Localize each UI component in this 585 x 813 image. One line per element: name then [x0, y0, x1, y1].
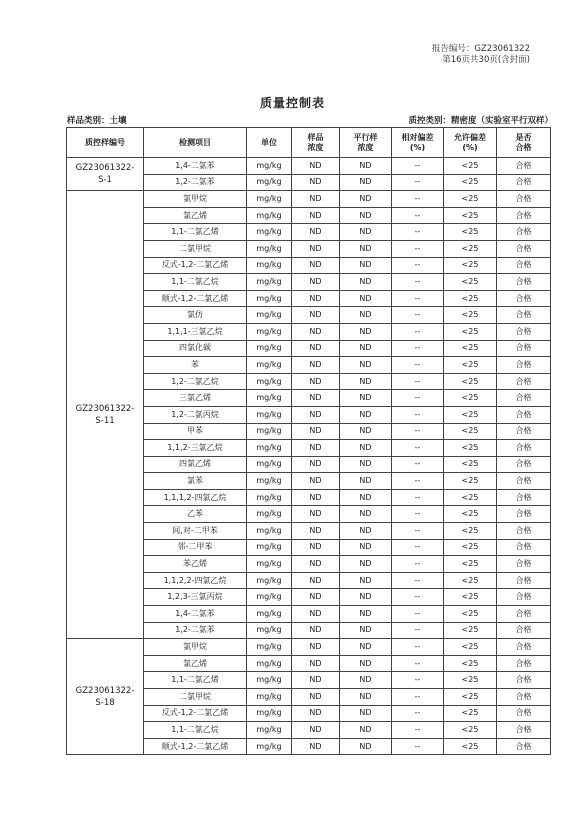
allowed-dev-cell: <25	[444, 738, 497, 755]
relative-dev-cell: --	[392, 290, 444, 307]
allowed-dev-cell: <25	[444, 572, 497, 589]
relative-dev-cell: --	[392, 406, 444, 423]
parallel-conc-cell: ND	[340, 373, 392, 390]
relative-dev-cell: --	[392, 224, 444, 241]
analyte-cell: 反式-1,2-二氯乙烯	[144, 257, 247, 274]
allowed-dev-cell: <25	[444, 290, 497, 307]
sample-conc-cell: ND	[292, 589, 340, 606]
unit-cell: mg/kg	[247, 158, 292, 175]
analyte-cell: 氯甲烷	[144, 639, 247, 656]
pass-cell: 合格	[497, 290, 551, 307]
unit-cell: mg/kg	[247, 224, 292, 241]
analyte-cell: 间,对-二甲苯	[144, 523, 247, 540]
pass-cell: 合格	[497, 473, 551, 490]
allowed-dev-cell: <25	[444, 705, 497, 722]
relative-dev-cell: --	[392, 539, 444, 556]
parallel-conc-cell: ND	[340, 672, 392, 689]
unit-cell: mg/kg	[247, 373, 292, 390]
analyte-cell: 1,1,1-三氯乙烷	[144, 323, 247, 340]
page-title: 质量控制表	[259, 96, 325, 110]
parallel-conc-cell: ND	[340, 406, 392, 423]
table-row	[67, 639, 551, 656]
analyte-cell: 1,4-二氯苯	[144, 158, 247, 175]
unit-cell: mg/kg	[247, 323, 292, 340]
analyte-cell: 反式-1,2-二氯乙烯	[144, 705, 247, 722]
pass-cell: 合格	[497, 390, 551, 407]
analyte-cell: 顺式-1,2-二氯乙烯	[144, 738, 247, 755]
sample-conc-cell: ND	[292, 323, 340, 340]
unit-cell: mg/kg	[247, 572, 292, 589]
parallel-conc-cell: ND	[340, 257, 392, 274]
relative-dev-cell: --	[392, 473, 444, 490]
relative-dev-cell: --	[392, 572, 444, 589]
relative-dev-cell: --	[392, 191, 444, 208]
sample-conc-cell: ND	[292, 705, 340, 722]
parallel-conc-cell: ND	[340, 240, 392, 257]
unit-cell: mg/kg	[247, 340, 292, 357]
sample-conc-cell: ND	[292, 539, 340, 556]
column-header: 检测项目	[144, 128, 247, 158]
sample-conc-cell: ND	[292, 257, 340, 274]
sample-conc-cell: ND	[292, 373, 340, 390]
column-header: 单位	[247, 128, 292, 158]
parallel-conc-cell: ND	[340, 689, 392, 706]
sample-type: 样品类别：土壤	[67, 116, 127, 126]
unit-cell: mg/kg	[247, 257, 292, 274]
allowed-dev-cell: <25	[444, 158, 497, 175]
parallel-conc-cell: ND	[340, 705, 392, 722]
unit-cell: mg/kg	[247, 290, 292, 307]
allowed-dev-cell: <25	[444, 323, 497, 340]
sample-conc-cell: ND	[292, 340, 340, 357]
relative-dev-cell: --	[392, 689, 444, 706]
pass-cell: 合格	[497, 224, 551, 241]
sample-conc-cell: ND	[292, 390, 340, 407]
column-header: 允许偏差 (%)	[444, 128, 497, 158]
unit-cell: mg/kg	[247, 606, 292, 623]
sample-conc-cell: ND	[292, 191, 340, 208]
sample-conc-cell: ND	[292, 224, 340, 241]
parallel-conc-cell: ND	[340, 307, 392, 324]
allowed-dev-cell: <25	[444, 191, 497, 208]
unit-cell: mg/kg	[247, 489, 292, 506]
relative-dev-cell: --	[392, 390, 444, 407]
allowed-dev-cell: <25	[444, 274, 497, 291]
unit-cell: mg/kg	[247, 705, 292, 722]
allowed-dev-cell: <25	[444, 340, 497, 357]
analyte-cell: 1,2,3-三氯丙烷	[144, 589, 247, 606]
column-header: 是否 合格	[497, 128, 551, 158]
unit-cell: mg/kg	[247, 672, 292, 689]
analyte-cell: 顺式-1,2-二氯乙烯	[144, 290, 247, 307]
sample-conc-cell: ND	[292, 274, 340, 291]
pass-cell: 合格	[497, 440, 551, 457]
unit-cell: mg/kg	[247, 191, 292, 208]
relative-dev-cell: --	[392, 655, 444, 672]
parallel-conc-cell: ND	[340, 456, 392, 473]
parallel-conc-cell: ND	[340, 722, 392, 739]
unit-cell: mg/kg	[247, 639, 292, 656]
sample-conc-cell: ND	[292, 639, 340, 656]
relative-dev-cell: --	[392, 440, 444, 457]
pass-cell: 合格	[497, 423, 551, 440]
analyte-cell: 氯乙烯	[144, 207, 247, 224]
qc-type: 质控类别：精密度（实验室平行双样）	[408, 116, 553, 126]
allowed-dev-cell: <25	[444, 456, 497, 473]
analyte-cell: 乙苯	[144, 506, 247, 523]
column-header: 样品 浓度	[292, 128, 340, 158]
sample-conc-cell: ND	[292, 489, 340, 506]
allowed-dev-cell: <25	[444, 373, 497, 390]
sample-conc-cell: ND	[292, 440, 340, 457]
unit-cell: mg/kg	[247, 506, 292, 523]
unit-cell: mg/kg	[247, 406, 292, 423]
pass-cell: 合格	[497, 622, 551, 639]
unit-cell: mg/kg	[247, 523, 292, 540]
analyte-cell: 氯乙烯	[144, 655, 247, 672]
unit-cell: mg/kg	[247, 539, 292, 556]
relative-dev-cell: --	[392, 207, 444, 224]
analyte-cell: 1,2-二氯苯	[144, 174, 247, 191]
sample-conc-cell: ND	[292, 572, 340, 589]
unit-cell: mg/kg	[247, 440, 292, 457]
allowed-dev-cell: <25	[444, 423, 497, 440]
sample-conc-cell: ND	[292, 307, 340, 324]
sample-conc-cell: ND	[292, 622, 340, 639]
parallel-conc-cell: ND	[340, 556, 392, 573]
parallel-conc-cell: ND	[340, 539, 392, 556]
unit-cell: mg/kg	[247, 423, 292, 440]
sample-conc-cell: ND	[292, 240, 340, 257]
relative-dev-cell: --	[392, 722, 444, 739]
analyte-cell: 邻-二甲苯	[144, 539, 247, 556]
allowed-dev-cell: <25	[444, 639, 497, 656]
analyte-cell: 1,1-二氯乙烯	[144, 672, 247, 689]
sample-conc-cell: ND	[292, 689, 340, 706]
unit-cell: mg/kg	[247, 456, 292, 473]
allowed-dev-cell: <25	[444, 390, 497, 407]
analyte-cell: 1,4-二氯苯	[144, 606, 247, 623]
relative-dev-cell: --	[392, 606, 444, 623]
parallel-conc-cell: ND	[340, 606, 392, 623]
analyte-cell: 三氯乙烯	[144, 390, 247, 407]
allowed-dev-cell: <25	[444, 672, 497, 689]
allowed-dev-cell: <25	[444, 174, 497, 191]
analyte-cell: 1,1-二氯乙烯	[144, 224, 247, 241]
allowed-dev-cell: <25	[444, 257, 497, 274]
analyte-cell: 四氯化碳	[144, 340, 247, 357]
allowed-dev-cell: <25	[444, 689, 497, 706]
parallel-conc-cell: ND	[340, 174, 392, 191]
analyte-cell: 苯	[144, 357, 247, 374]
table-header-row	[67, 128, 551, 158]
pass-cell: 合格	[497, 705, 551, 722]
sample-conc-cell: ND	[292, 456, 340, 473]
sample-conc-cell: ND	[292, 738, 340, 755]
analyte-cell: 苯乙烯	[144, 556, 247, 573]
relative-dev-cell: --	[392, 257, 444, 274]
parallel-conc-cell: ND	[340, 738, 392, 755]
table-body	[67, 158, 551, 755]
allowed-dev-cell: <25	[444, 440, 497, 457]
analyte-cell: 氯仿	[144, 307, 247, 324]
relative-dev-cell: --	[392, 672, 444, 689]
pass-cell: 合格	[497, 572, 551, 589]
pass-cell: 合格	[497, 207, 551, 224]
allowed-dev-cell: <25	[444, 589, 497, 606]
unit-cell: mg/kg	[247, 556, 292, 573]
unit-cell: mg/kg	[247, 589, 292, 606]
sample-conc-cell: ND	[292, 556, 340, 573]
unit-cell: mg/kg	[247, 738, 292, 755]
analyte-cell: 1,1,1,2-四氯乙烷	[144, 489, 247, 506]
parallel-conc-cell: ND	[340, 622, 392, 639]
parallel-conc-cell: ND	[340, 572, 392, 589]
pass-cell: 合格	[497, 722, 551, 739]
analyte-cell: 四氯乙烯	[144, 456, 247, 473]
analyte-cell: 1,2-二氯乙烷	[144, 373, 247, 390]
unit-cell: mg/kg	[247, 274, 292, 291]
unit-cell: mg/kg	[247, 689, 292, 706]
pass-cell: 合格	[497, 323, 551, 340]
parallel-conc-cell: ND	[340, 207, 392, 224]
analyte-cell: 1,2-二氯丙烷	[144, 406, 247, 423]
pass-cell: 合格	[497, 556, 551, 573]
pass-cell: 合格	[497, 373, 551, 390]
sample-conc-cell: ND	[292, 406, 340, 423]
allowed-dev-cell: <25	[444, 556, 497, 573]
pass-cell: 合格	[497, 689, 551, 706]
allowed-dev-cell: <25	[444, 207, 497, 224]
analyte-cell: 1,1-二氯乙烷	[144, 722, 247, 739]
parallel-conc-cell: ND	[340, 224, 392, 241]
unit-cell: mg/kg	[247, 473, 292, 490]
allowed-dev-cell: <25	[444, 523, 497, 540]
allowed-dev-cell: <25	[444, 489, 497, 506]
pass-cell: 合格	[497, 158, 551, 175]
parallel-conc-cell: ND	[340, 290, 392, 307]
analyte-cell: 氯苯	[144, 473, 247, 490]
pass-cell: 合格	[497, 406, 551, 423]
sample-conc-cell: ND	[292, 523, 340, 540]
pass-cell: 合格	[497, 489, 551, 506]
allowed-dev-cell: <25	[444, 506, 497, 523]
sample-conc-cell: ND	[292, 357, 340, 374]
sample-conc-cell: ND	[292, 473, 340, 490]
pass-cell: 合格	[497, 191, 551, 208]
unit-cell: mg/kg	[247, 655, 292, 672]
qc-sample-id: GZ23061322- S-1	[67, 158, 144, 191]
pass-cell: 合格	[497, 539, 551, 556]
table-row	[67, 191, 551, 208]
pass-cell: 合格	[497, 506, 551, 523]
column-header: 质控样编号	[67, 128, 144, 158]
allowed-dev-cell: <25	[444, 307, 497, 324]
relative-dev-cell: --	[392, 373, 444, 390]
unit-cell: mg/kg	[247, 174, 292, 191]
unit-cell: mg/kg	[247, 390, 292, 407]
relative-dev-cell: --	[392, 158, 444, 175]
parallel-conc-cell: ND	[340, 639, 392, 656]
relative-dev-cell: --	[392, 489, 444, 506]
relative-dev-cell: --	[392, 307, 444, 324]
relative-dev-cell: --	[392, 639, 444, 656]
sample-conc-cell: ND	[292, 423, 340, 440]
sample-conc-cell: ND	[292, 655, 340, 672]
allowed-dev-cell: <25	[444, 539, 497, 556]
pass-cell: 合格	[497, 655, 551, 672]
allowed-dev-cell: <25	[444, 406, 497, 423]
sample-conc-cell: ND	[292, 606, 340, 623]
relative-dev-cell: --	[392, 340, 444, 357]
relative-dev-cell: --	[392, 274, 444, 291]
unit-cell: mg/kg	[247, 240, 292, 257]
analyte-cell: 二氯甲烷	[144, 689, 247, 706]
allowed-dev-cell: <25	[444, 473, 497, 490]
relative-dev-cell: --	[392, 240, 444, 257]
pass-cell: 合格	[497, 672, 551, 689]
parallel-conc-cell: ND	[340, 440, 392, 457]
allowed-dev-cell: <25	[444, 622, 497, 639]
parallel-conc-cell: ND	[340, 191, 392, 208]
pass-cell: 合格	[497, 307, 551, 324]
parallel-conc-cell: ND	[340, 523, 392, 540]
column-header: 平行样 浓度	[340, 128, 392, 158]
pass-cell: 合格	[497, 340, 551, 357]
relative-dev-cell: --	[392, 622, 444, 639]
pass-cell: 合格	[497, 738, 551, 755]
sample-conc-cell: ND	[292, 722, 340, 739]
unit-cell: mg/kg	[247, 357, 292, 374]
relative-dev-cell: --	[392, 456, 444, 473]
pass-cell: 合格	[497, 357, 551, 374]
pass-cell: 合格	[497, 274, 551, 291]
analyte-cell: 1,1-二氯乙烷	[144, 274, 247, 291]
relative-dev-cell: --	[392, 589, 444, 606]
analyte-cell: 1,2-二氯苯	[144, 622, 247, 639]
parallel-conc-cell: ND	[340, 274, 392, 291]
allowed-dev-cell: <25	[444, 606, 497, 623]
table-row	[67, 158, 551, 175]
unit-cell: mg/kg	[247, 722, 292, 739]
relative-dev-cell: --	[392, 738, 444, 755]
sample-conc-cell: ND	[292, 207, 340, 224]
page-info: 第16页共30页(含封面)	[442, 55, 530, 65]
parallel-conc-cell: ND	[340, 506, 392, 523]
parallel-conc-cell: ND	[340, 655, 392, 672]
relative-dev-cell: --	[392, 423, 444, 440]
parallel-conc-cell: ND	[340, 390, 392, 407]
report-header	[432, 44, 530, 66]
allowed-dev-cell: <25	[444, 357, 497, 374]
pass-cell: 合格	[497, 639, 551, 656]
pass-cell: 合格	[497, 240, 551, 257]
pass-cell: 合格	[497, 523, 551, 540]
relative-dev-cell: --	[392, 357, 444, 374]
analyte-cell: 1,1,2-三氯乙烷	[144, 440, 247, 457]
analyte-cell: 氯甲烷	[144, 191, 247, 208]
allowed-dev-cell: <25	[444, 224, 497, 241]
parallel-conc-cell: ND	[340, 489, 392, 506]
pass-cell: 合格	[497, 257, 551, 274]
allowed-dev-cell: <25	[444, 240, 497, 257]
parallel-conc-cell: ND	[340, 323, 392, 340]
analyte-cell: 甲苯	[144, 423, 247, 440]
relative-dev-cell: --	[392, 705, 444, 722]
relative-dev-cell: --	[392, 556, 444, 573]
sample-conc-cell: ND	[292, 290, 340, 307]
sample-conc-cell: ND	[292, 158, 340, 175]
qc-table	[66, 127, 551, 755]
relative-dev-cell: --	[392, 174, 444, 191]
pass-cell: 合格	[497, 456, 551, 473]
unit-cell: mg/kg	[247, 207, 292, 224]
parallel-conc-cell: ND	[340, 158, 392, 175]
pass-cell: 合格	[497, 589, 551, 606]
qc-sample-id: GZ23061322- S-11	[67, 191, 144, 639]
relative-dev-cell: --	[392, 506, 444, 523]
sample-conc-cell: ND	[292, 672, 340, 689]
column-header: 相对偏差 (%)	[392, 128, 444, 158]
analyte-cell: 1,1,2,2-四氯乙烷	[144, 572, 247, 589]
parallel-conc-cell: ND	[340, 473, 392, 490]
parallel-conc-cell: ND	[340, 340, 392, 357]
sample-conc-cell: ND	[292, 174, 340, 191]
allowed-dev-cell: <25	[444, 722, 497, 739]
qc-sample-id: GZ23061322- S-18	[67, 639, 144, 755]
pass-cell: 合格	[497, 174, 551, 191]
parallel-conc-cell: ND	[340, 589, 392, 606]
unit-cell: mg/kg	[247, 307, 292, 324]
relative-dev-cell: --	[392, 323, 444, 340]
unit-cell: mg/kg	[247, 622, 292, 639]
relative-dev-cell: --	[392, 523, 444, 540]
report-number: 报告编号：GZ23061322	[431, 44, 530, 54]
parallel-conc-cell: ND	[340, 357, 392, 374]
analyte-cell: 二氯甲烷	[144, 240, 247, 257]
sample-conc-cell: ND	[292, 506, 340, 523]
parallel-conc-cell: ND	[340, 423, 392, 440]
allowed-dev-cell: <25	[444, 655, 497, 672]
pass-cell: 合格	[497, 606, 551, 623]
